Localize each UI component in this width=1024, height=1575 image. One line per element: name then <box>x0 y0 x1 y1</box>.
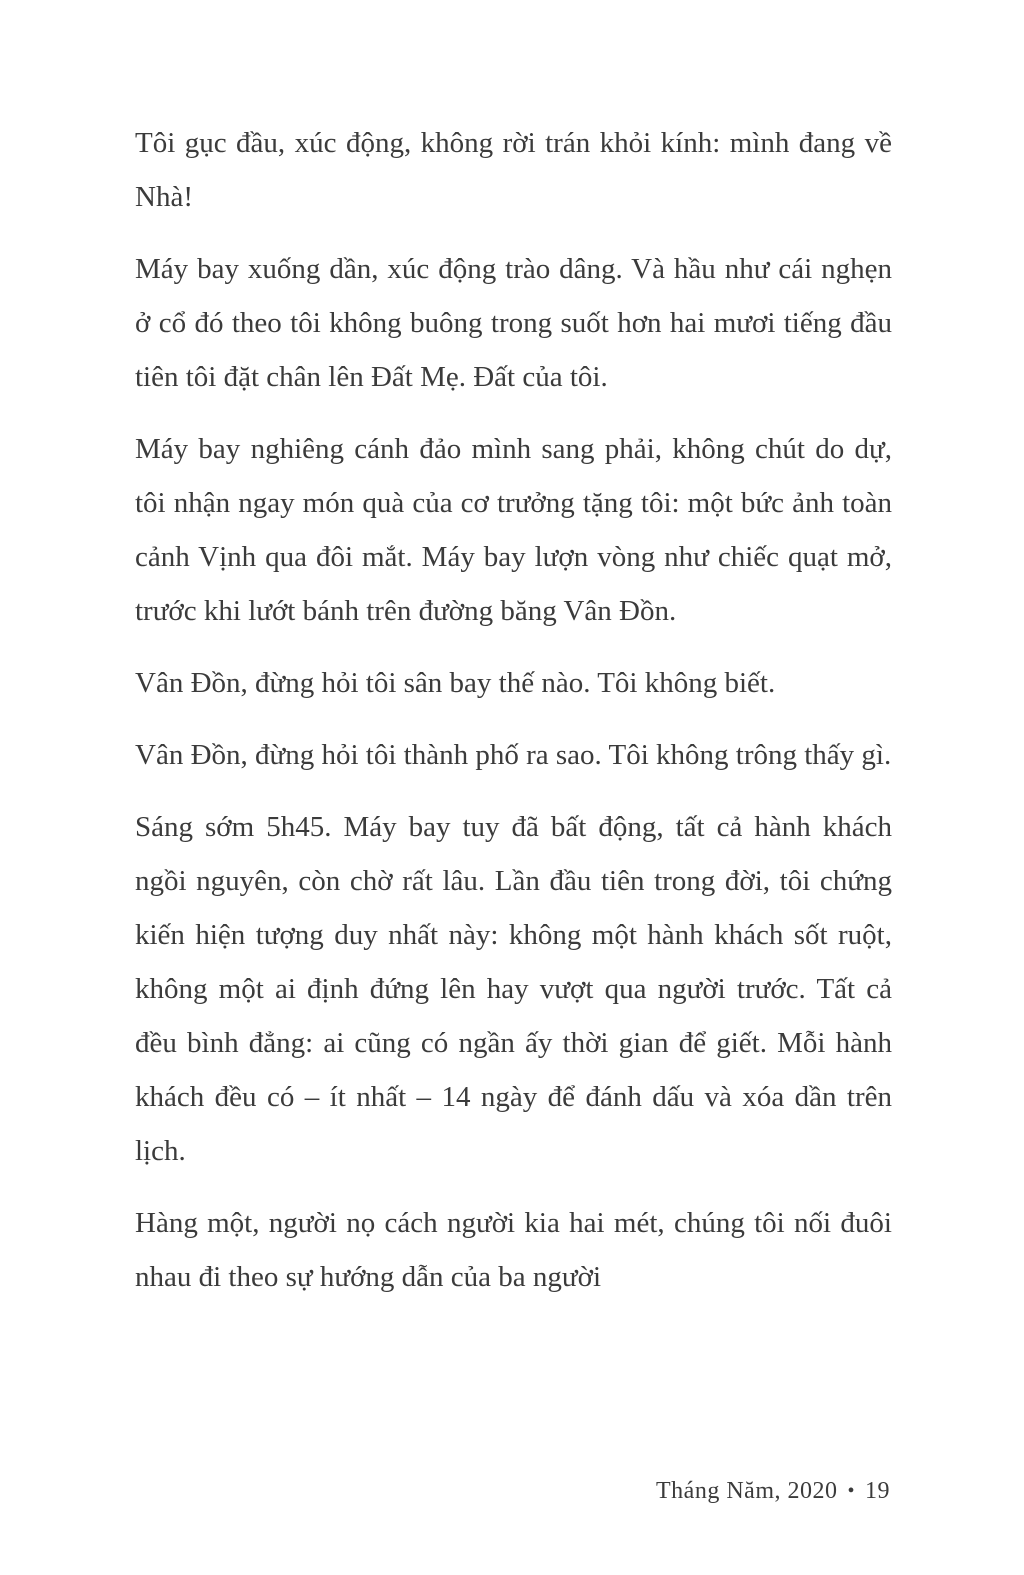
footer-separator-dot: • <box>847 1480 855 1502</box>
paragraph: Máy bay nghiêng cánh đảo mình sang phải, không chút do dự, tôi nhận ngay món quà của cơ trưởng tặng tôi: một bức ảnh toàn cảnh Vịnh qua đôi mắt. Máy bay lượn vòng như chiếc quạt mở, trước khi lướt bánh trên đường băng Vân Đồn. <box>135 433 892 627</box>
paragraph: Hàng một, người nọ cách người kia hai mét, chúng tôi nối đuôi nhau đi theo sự hướng dẫn của ba người <box>135 1207 892 1293</box>
paragraph: Máy bay xuống dần, xúc động trào dâng. Và hầu như cái nghẹn ở cổ đó theo tôi không buông trong suốt hơn hai mươi tiếng đầu tiên tôi đặt chân lên Đất Mẹ. Đất của tôi. <box>135 253 892 393</box>
page-footer <box>656 1478 890 1505</box>
paragraph: Sáng sớm 5h45. Máy bay tuy đã bất động, tất cả hành khách ngồi nguyên, còn chờ rất lâu. Lần đầu tiên trong đời, tôi chứng kiến hiện tượng duy nhất này: không một hành khách sốt ruột, không một ai định đứng lên hay vượt qua người trước. Tất cả đều bình đẳng: ai cũng có ngần ấy thời gian để giết. Mỗi hành khách đều có – ít nhất – 14 ngày để đánh dấu và xóa dần trên lịch. <box>135 811 892 1167</box>
footer-page-number: 19 <box>865 1478 890 1504</box>
body-text <box>135 116 892 1322</box>
paragraph: Tôi gục đầu, xúc động, không rời trán khỏi kính: mình đang về Nhà! <box>135 127 892 213</box>
paragraph: Vân Đồn, đừng hỏi tôi thành phố ra sao. Tôi không trông thấy gì. <box>135 739 892 771</box>
paragraph: Vân Đồn, đừng hỏi tôi sân bay thế nào. Tôi không biết. <box>135 667 776 699</box>
footer-date: Tháng Năm, 2020 <box>656 1478 838 1504</box>
